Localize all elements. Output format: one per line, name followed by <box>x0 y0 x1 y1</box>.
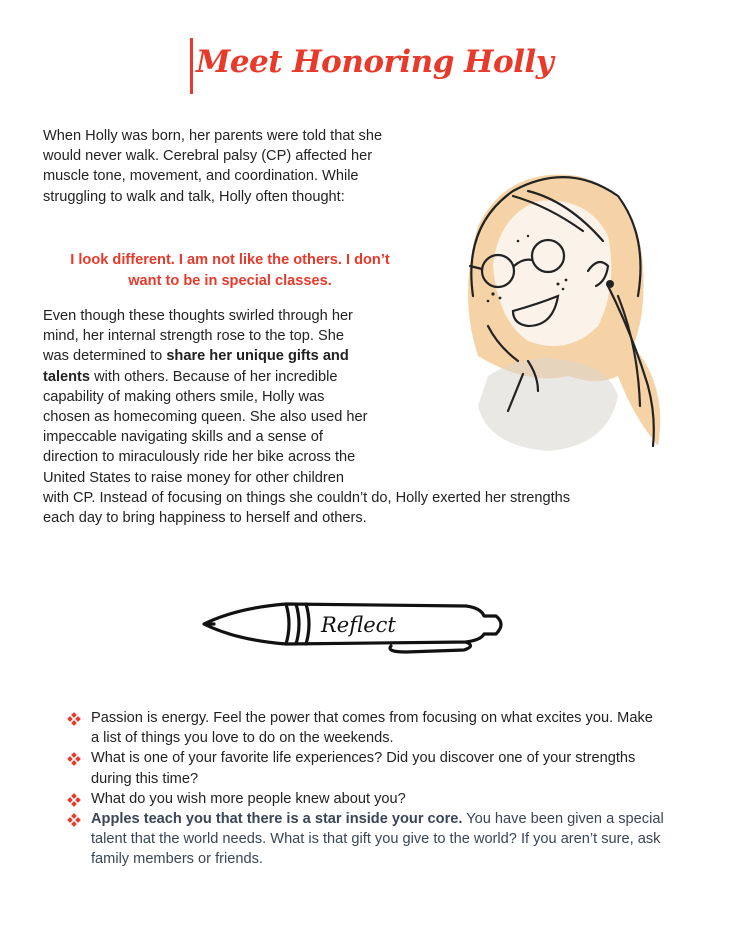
reflection-questions <box>65 708 665 870</box>
story-line: capability of making others smile, Holly was <box>43 388 325 405</box>
story-line: United States to raise money for other children <box>43 469 344 486</box>
red-diamond-bullet-icon <box>67 752 81 766</box>
story-text: was determined to <box>43 348 167 365</box>
story-line: impeccable navigating skills and a sense of <box>43 429 323 446</box>
story-line: chosen as homecoming queen. She also used her <box>43 409 368 426</box>
reflect-label: Reflect <box>321 613 396 637</box>
list-item <box>65 748 665 788</box>
list-item <box>65 789 665 809</box>
story-line: with CP. Instead of focusing on things she couldn’t do, Holly exerted her strengths <box>43 489 571 506</box>
red-diamond-bullet-icon <box>67 793 81 807</box>
list-item <box>65 708 665 748</box>
story-text: with others. Because of her incredible <box>90 368 338 385</box>
question-text: What is one of your favorite life experiences? Did you discover one of your strengths during this time? <box>91 750 636 787</box>
text-cursor-bar <box>190 38 193 94</box>
red-diamond-bullet-icon <box>67 712 81 726</box>
question-text: Passion is energy. Feel the power that comes from focusing on what excites you. Make a list of things you love to do on the weekends. <box>91 710 653 747</box>
page-title: Meet Honoring Holly <box>196 44 554 80</box>
question-text: You have been given a special talent that the world needs. What is that gift you give to the world? If you aren’t sure, ask family members or friends. <box>91 811 664 868</box>
holly-quote: I look different. I am not like the others. I don’t want to be in special classes. <box>70 252 390 289</box>
question-text: What do you wish more people knew about you? <box>91 790 406 807</box>
intro-paragraph: When Holly was born, her parents were told that she would never walk. Cerebral palsy (CP) affected her muscle tone, movement, and coordination. While struggling to walk and talk, Holly often thought: <box>43 128 383 205</box>
list-item <box>65 809 665 870</box>
story-line: mind, her internal strength rose to the top. She <box>43 328 344 345</box>
pen-icon <box>196 594 516 654</box>
red-diamond-bullet-icon <box>67 813 81 827</box>
question-emphasis: Apples teach you that there is a star inside your core. <box>91 811 463 828</box>
story-emphasis: talents <box>43 368 91 385</box>
girl-portrait-illustration <box>418 146 688 466</box>
story-line: Even though these thoughts swirled through her <box>43 308 353 324</box>
story-emphasis: share her unique gifts and <box>166 348 349 365</box>
story-line: each day to bring happiness to herself and others. <box>43 510 367 527</box>
story-line: direction to miraculously ride her bike across the <box>43 449 356 466</box>
